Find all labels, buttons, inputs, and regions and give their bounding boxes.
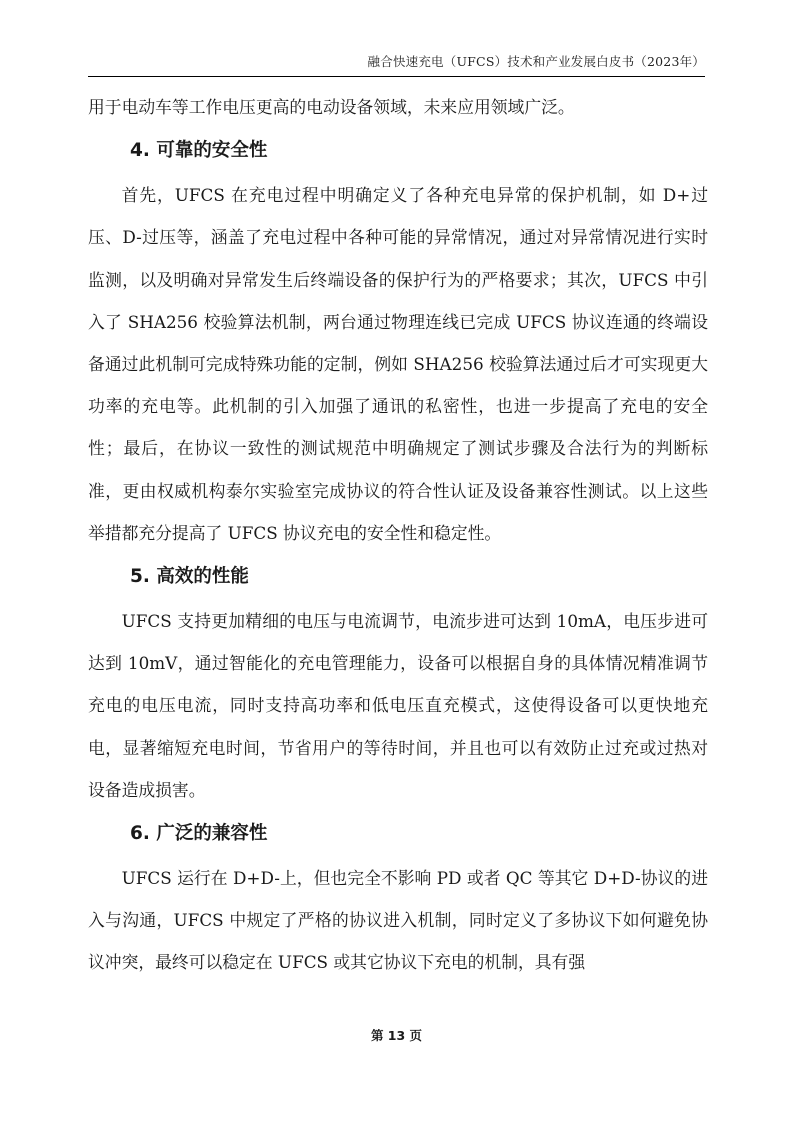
section-heading-compatibility: 6. 广泛的兼容性 — [130, 823, 268, 845]
header-divider — [88, 76, 705, 77]
paragraph-continuation: 用于电动车等工作电压更高的电动设备领域，未来应用领域广泛。 — [88, 97, 575, 117]
running-header: 融合快速充电（UFCS）技术和产业发展白皮书（2023年） — [367, 54, 705, 69]
paragraph-security: 首先，UFCS 在充电过程中明确定义了各种充电异常的保护机制，如 D+过压、D-过压等，涵盖了充电过程中各种可能的异常情况，通过对异常情况进行实时监测，以及明确对异常发生后终端设备的保护行为的严格要求；其次，UFCS 中引入了 SHA256 校验算法机制，两台通过物理连线已完成 UFCS 协议连通的终端设备通过此机制可完成特殊功能的定制，例如 SHA256 校验算法通过后才可实现更大功率的充电等。此机制的引入加强了通讯的私密性，也进一步提高了充电的安全性；最后，在协议一致性的测试规范中明确规定了测试步骤及合法行为的判断标准，更由权威机构泰尔实验室完成协议的符合性认证及设备兼容性测试。以上这些举措都充分提高了 UFCS 协议充电的安全性和稳定性。 — [88, 185, 708, 543]
section-heading-security: 4. 可靠的安全性 — [130, 140, 268, 162]
paragraph-compatibility: UFCS 运行在 D+D-上，但也完全不影响 PD 或者 QC 等其它 D+D-协议的进入与沟通，UFCS 中规定了严格的协议进入机制，同时定义了多协议下如何避免协议冲突，最终可以稳定在 UFCS 或其它协议下充电的机制，具有强 — [88, 868, 708, 973]
section-heading-performance: 5. 高效的性能 — [130, 566, 249, 588]
page-number: 第 13 页 — [370, 1028, 423, 1043]
page-content — [88, 86, 708, 984]
paragraph-performance: UFCS 支持更加精细的电压与电流调节，电流步进可达到 10mA，电压步进可达到 10mV，通过智能化的充电管理能力，设备可以根据自身的具体情况精准调节充电的电压电流，同时支持高功率和低电压直充模式，这使得设备可以更快地充电，显著缩短充电时间，节省用户的等待时间，并且也可以有效防止过充或过热对设备造成损害。 — [88, 611, 708, 800]
